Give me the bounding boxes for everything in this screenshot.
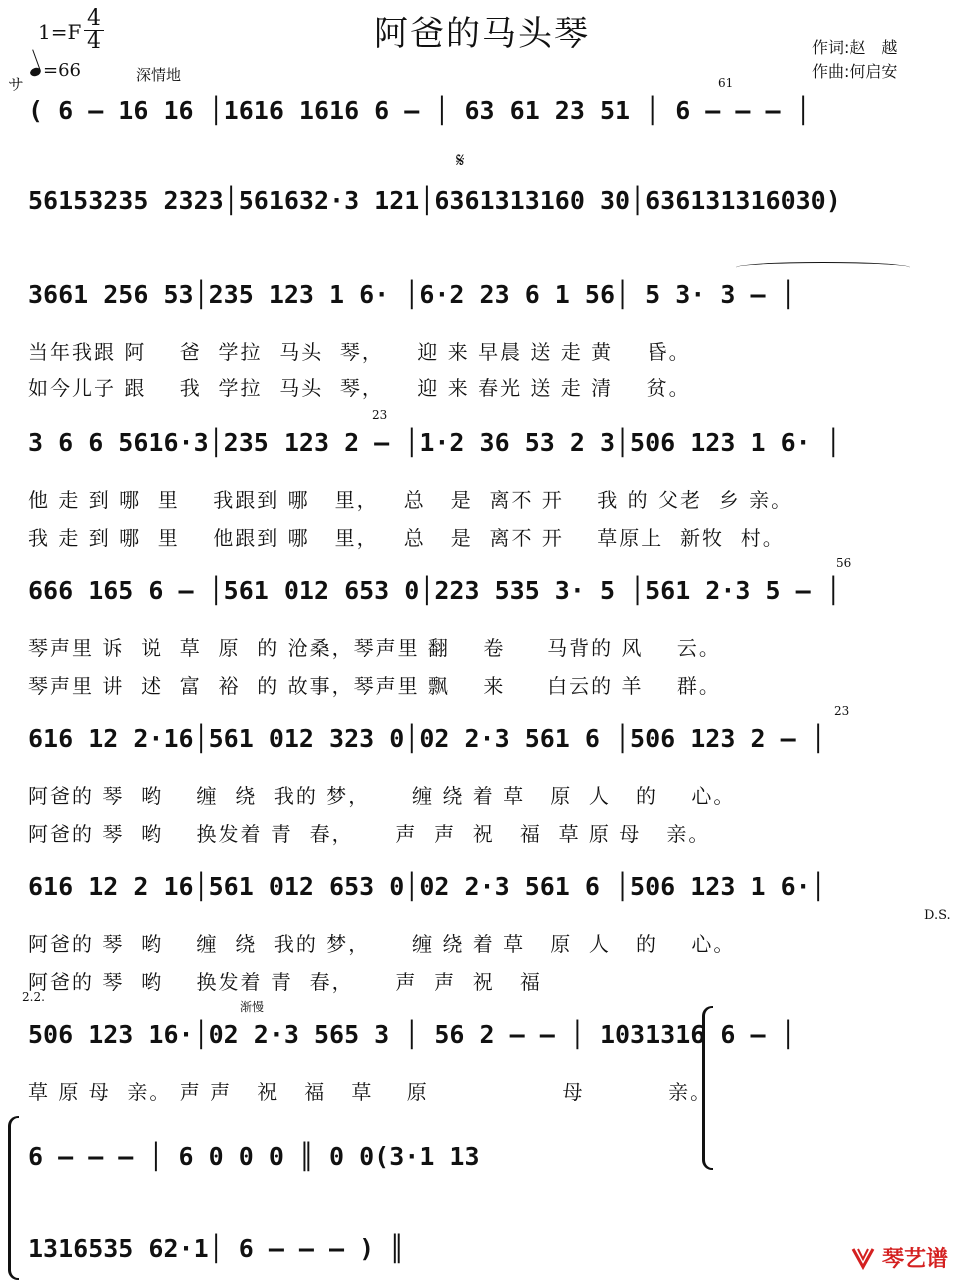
lyric-line: 草 原 母 亲。 声 声 祝 福 草 原 母 亲。 [28, 1080, 713, 1104]
staff-notes: 1316535 62·1│ 6 – – – ) ║ [28, 1234, 405, 1263]
tempo-marking: =66 [30, 60, 81, 81]
system-bracket [8, 1116, 19, 1280]
staff-notes: 666 165 6 – │561 012 653 0│223 535 3· 5 │561 2·3 5 – │ [28, 576, 841, 605]
grace-note: 23 [834, 704, 850, 718]
site-logo [850, 1242, 948, 1273]
second-ending-mark: 2.2. [22, 990, 45, 1004]
meter-bottom: 4 [87, 29, 101, 54]
staff-notes: 506 123 16·│02 2·3 565 3 │ 56 2 – – │ 1031316 6 – │ [28, 1020, 796, 1049]
voice-bracket [702, 1006, 713, 1170]
composer: 作曲:何启安 [812, 62, 898, 81]
staff-notes: ( 6 – 16 16 │1616 1616 6 – │ 63 61 23 51 │ 6 – – – │ [28, 96, 811, 125]
ritardando-mark: 渐慢 [240, 1000, 265, 1014]
song-title: 阿爸的马头琴 [374, 14, 590, 54]
grace-note: 61 [718, 76, 734, 90]
time-signature [84, 8, 104, 53]
lyric-line: 当年我跟 阿 爸 学拉 马头 琴， 迎 来 早晨 送 走 黄 昏。 [28, 340, 691, 364]
lyric-line: 琴声里 诉 说 草 原 的 沧桑，琴声里 翻 卷 马背的 风 云。 [28, 636, 721, 660]
staff-notes: 616 12 2 16│561 012 653 0│02 2·3 561 6 │506 123 1 6·│ [28, 872, 826, 901]
lyric-line: 阿爸的 琴 哟 换发着 青 春， 声 声 祝 福 [28, 970, 542, 994]
credits [812, 36, 897, 84]
grace-note: 56 [836, 556, 852, 570]
staff-notes: 3661 256 53│235 123 1 6· │6·2 23 6 1 56│ 5 3· 3 – │ [28, 280, 796, 309]
slur [736, 262, 910, 273]
lyric-line: 我 走 到 哪 里 他跟到 哪 里， 总 是 离不 开 草原上 新牧 村。 [28, 526, 785, 550]
staff-notes: 6 – – – │ 6 0 0 0 ║ 0 0(3·1 13 [28, 1142, 480, 1171]
logo-text: 琴艺谱 [881, 1247, 948, 1272]
lyric-line: 阿爸的 琴 哟 换发着 青 春， 声 声 祝 福 草 原 母 亲。 [28, 822, 711, 846]
key-signature: 1=F [38, 20, 82, 44]
da-segno-mark: D.S. [924, 908, 951, 923]
expression-marking: 深情地 [136, 66, 182, 84]
staff-notes: 56153235 2323│561632·3 121│6361313160 30│636131316030) [28, 186, 841, 215]
staff-notes: 3 6 6 5616·3│235 123 2 – │1·2 36 53 2 3│506 123 1 6· │ [28, 428, 841, 457]
quarter-note-icon [29, 66, 42, 77]
intro-mark: サ [8, 75, 25, 94]
logo-icon [850, 1245, 876, 1271]
grace-note: 23 [372, 408, 388, 422]
segno-icon: 𝄋 [456, 148, 465, 172]
lyric-line: 阿爸的 琴 哟 缠 绕 我的 梦， 缠 绕 着 草 原 人 的 心。 [28, 784, 736, 808]
meter-top: 4 [87, 6, 101, 31]
staff-notes: 616 12 2·16│561 012 323 0│02 2·3 561 6 │506 123 2 – │ [28, 724, 826, 753]
lyricist: 作词:赵 越 [812, 38, 898, 57]
lyric-line: 如今儿子 跟 我 学拉 马头 琴， 迎 来 春光 送 走 清 贫。 [28, 376, 691, 400]
lyric-line: 他 走 到 哪 里 我跟到 哪 里， 总 是 离不 开 我 的 父老 乡 亲。 [28, 488, 794, 512]
lyric-line: 阿爸的 琴 哟 缠 绕 我的 梦， 缠 绕 着 草 原 人 的 心。 [28, 932, 736, 956]
lyric-line: 琴声里 讲 述 富 裕 的 故事，琴声里 飘 来 白云的 羊 群。 [28, 674, 721, 698]
